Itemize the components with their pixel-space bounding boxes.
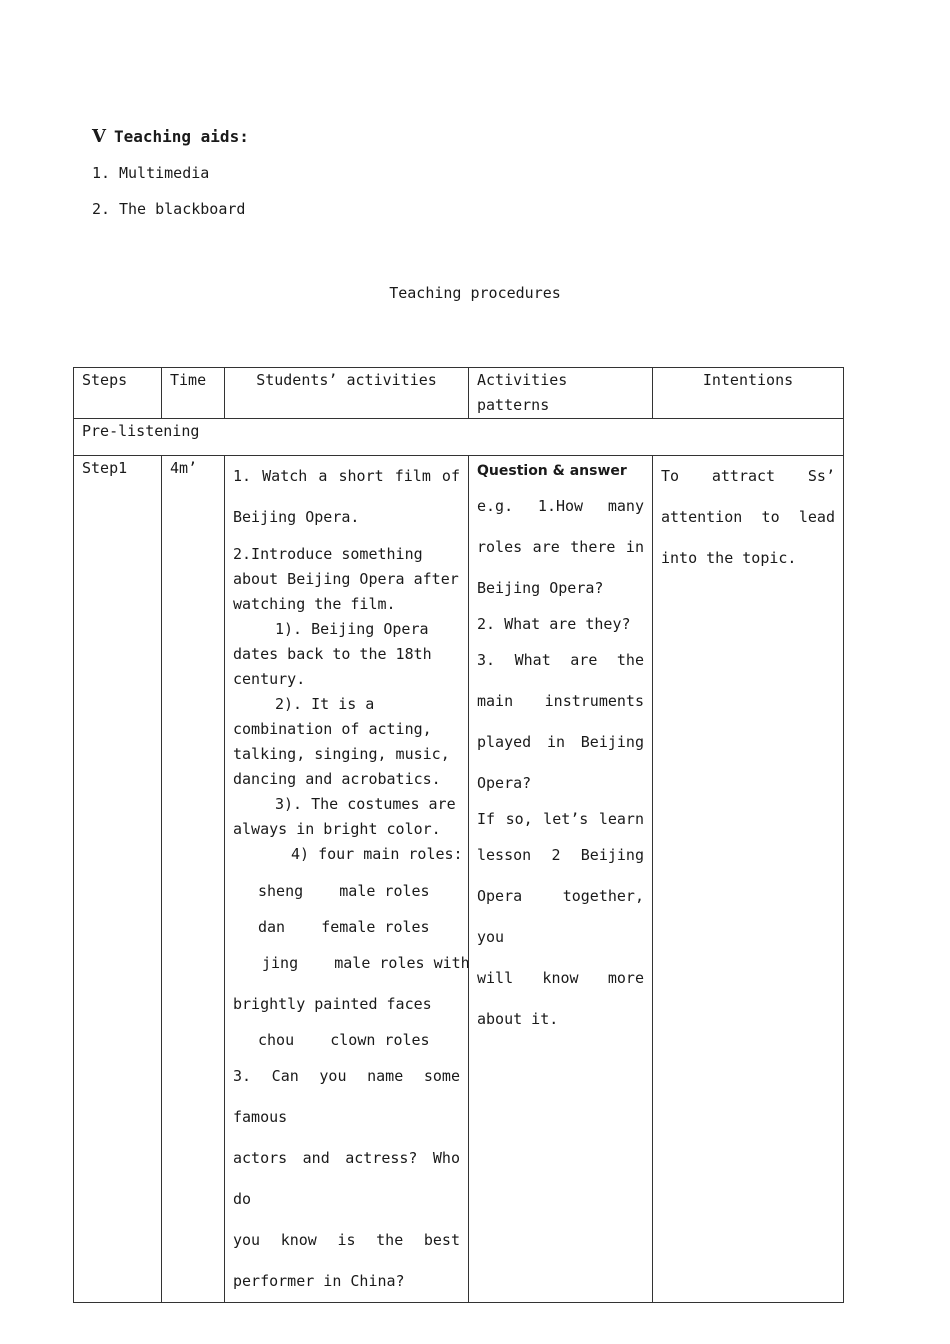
teaching-aids-heading [92,126,249,147]
aid-text: Multimedia [119,164,210,182]
activity-line: you know is the best [233,1231,460,1249]
intentions-cell [653,456,844,1303]
procedures-table [73,367,844,1303]
intention-line: into the topic. [661,549,797,567]
header-intentions: Intentions [653,368,844,419]
section-row [74,419,844,456]
section-number: Ⅴ [92,126,106,147]
activity-line: 1. Watch a short film of [233,467,460,485]
intention-line: To attract Ss’ [661,467,835,485]
pattern-line: roles are there in [477,538,644,556]
activity-line: actors and actress? Who do [233,1149,460,1208]
activity-text: 1). Beijing Opera dates back to the 18th century. [233,620,432,688]
pattern-title: Question & answer [477,463,627,479]
pattern-line: main instruments [477,692,644,710]
pattern-line: about it. [477,1010,559,1028]
pattern-line: 3. What are the [477,651,644,669]
pattern-line: played in Beijing [477,733,644,751]
students-activities-cell [225,456,469,1303]
aid-item [92,164,209,182]
activity-text: 2.Introduce something about Beijing Opera after watching the film. [233,545,459,613]
pattern-line: If so, let’s learn [477,810,644,828]
activity-line: 3. Can you name some famous [233,1067,460,1126]
aid-item [92,200,245,218]
role-line: sheng male roles [258,882,430,900]
aid-text: The blackboard [119,200,246,218]
intention-line: attention to lead [661,508,835,526]
pattern-line: e.g. 1.How many [477,497,644,515]
pattern-line: 2. What are they? [477,615,631,633]
activity-line: Beijing Opera. [233,508,360,526]
header-students-activities: Students’ activities [225,368,469,419]
role-line: brightly painted faces [233,995,432,1013]
section-title: Teaching aids: [113,127,249,146]
step-cell: Step1 [74,456,162,1303]
header-steps: Steps [74,368,162,419]
header-activities-patterns: Activities patterns [469,368,653,419]
activities-patterns-cell [469,456,653,1303]
section-label: Pre-listening [74,419,844,456]
pattern-line: Beijing Opera? [477,579,604,597]
activity-text: 2). It is a combination of acting, talking, singing, music, dancing and acrobatics. [233,695,450,788]
activity-line: performer in China? [233,1272,405,1290]
pattern-line: lesson 2 Beijing [477,846,644,864]
pattern-line: will know more [477,969,644,987]
time-cell: 4m’ [162,456,225,1303]
activity-text: 4) four main roles: [291,845,463,863]
table-header-row [74,368,844,419]
header-time: Time [162,368,225,419]
pattern-line: Opera? [477,774,532,792]
role-line: chou clown roles [258,1031,430,1049]
pattern-line: Opera together, you [477,887,644,946]
aid-number: 2. [92,200,111,218]
procedures-title: Teaching procedures [389,284,561,302]
table-row [74,456,844,1303]
activity-text: 3). The costumes are always in bright color. [233,795,456,838]
aid-number: 1. [92,164,111,182]
role-line: jing male roles with [262,954,470,972]
role-line: dan female roles [258,918,430,936]
